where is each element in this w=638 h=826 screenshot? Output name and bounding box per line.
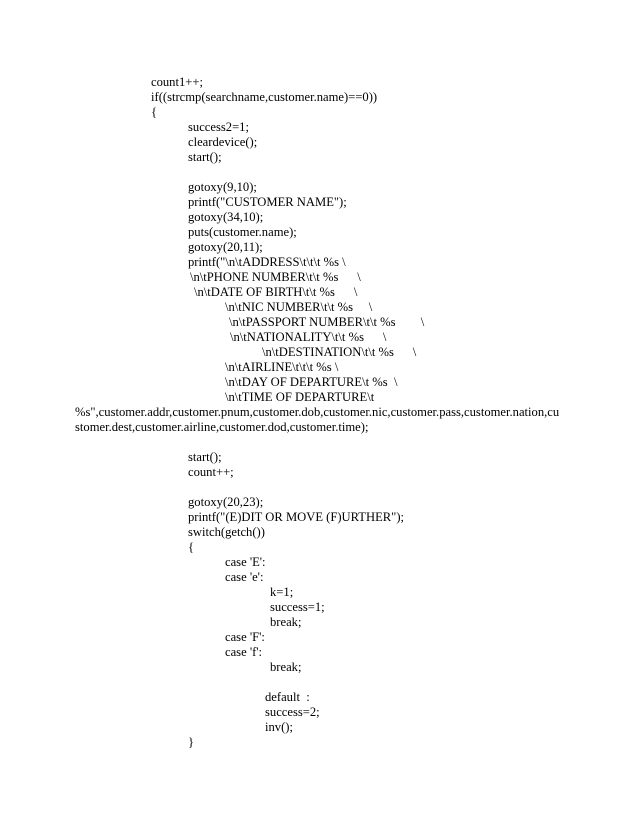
code-line: printf("\n\tADDRESS\t\t\t %s \ — [188, 255, 346, 269]
code-line: default : — [265, 690, 310, 704]
code-line: k=1; — [270, 585, 294, 599]
code-line: success=1; — [270, 600, 325, 614]
code-line: count++; — [188, 465, 234, 479]
code-line: inv(); — [265, 720, 293, 734]
code-line: %s",customer.addr,customer.pnum,customer.dob,customer.nic,customer.pass,customer.nation,cu — [75, 405, 560, 419]
code-line: switch(getch()) — [188, 525, 265, 539]
code-line: \n\tNIC NUMBER\t\t %s \ — [225, 300, 373, 314]
code-line: gotoxy(34,10); — [188, 210, 264, 224]
code-line: success=2; — [265, 705, 320, 719]
code-line: \n\tDATE OF BIRTH\t\t %s \ — [194, 285, 358, 299]
code-line: gotoxy(20,11); — [188, 240, 263, 254]
code-line: \n\tAIRLINE\t\t\t %s \ — [225, 360, 339, 374]
code-line: { — [151, 105, 158, 119]
code-line: } — [188, 735, 195, 749]
code-line: success2=1; — [188, 120, 249, 134]
code-line: cleardevice(); — [188, 135, 258, 149]
code-line: case 'e': — [225, 570, 264, 584]
code-line: \n\tTIME OF DEPARTURE\t — [225, 390, 375, 404]
code-line: \n\tNATIONALITY\t\t %s \ — [230, 330, 387, 344]
code-line: start(); — [188, 450, 222, 464]
code-line: count1++; — [151, 75, 203, 89]
code-line: printf("CUSTOMER NAME"); — [188, 195, 347, 209]
code-line: start(); — [188, 150, 222, 164]
code-line: \n\tDESTINATION\t\t %s \ — [262, 345, 417, 359]
code-line: \n\tPHONE NUMBER\t\t %s \ — [190, 270, 361, 284]
code-line: printf("(E)DIT OR MOVE (F)URTHER"); — [188, 510, 405, 524]
code-line: \n\tPASSPORT NUMBER\t\t %s \ — [229, 315, 425, 329]
code-line: break; — [270, 615, 302, 629]
code-line: gotoxy(20,23); — [188, 495, 264, 509]
code-line: puts(customer.name); — [188, 225, 297, 239]
code-line: \n\tDAY OF DEPARTURE\t %s \ — [225, 375, 398, 389]
code-line: stomer.dest,customer.airline,customer.dod,customer.time); — [75, 420, 369, 434]
code-line: case 'f': — [225, 645, 263, 659]
code-line: case 'F': — [225, 630, 265, 644]
code-line: case 'E': — [225, 555, 266, 569]
code-line: gotoxy(9,10); — [188, 180, 257, 194]
code-line: break; — [270, 660, 302, 674]
code-line: { — [188, 540, 195, 554]
code-line: if((strcmp(searchname,customer.name)==0)) — [151, 90, 378, 104]
